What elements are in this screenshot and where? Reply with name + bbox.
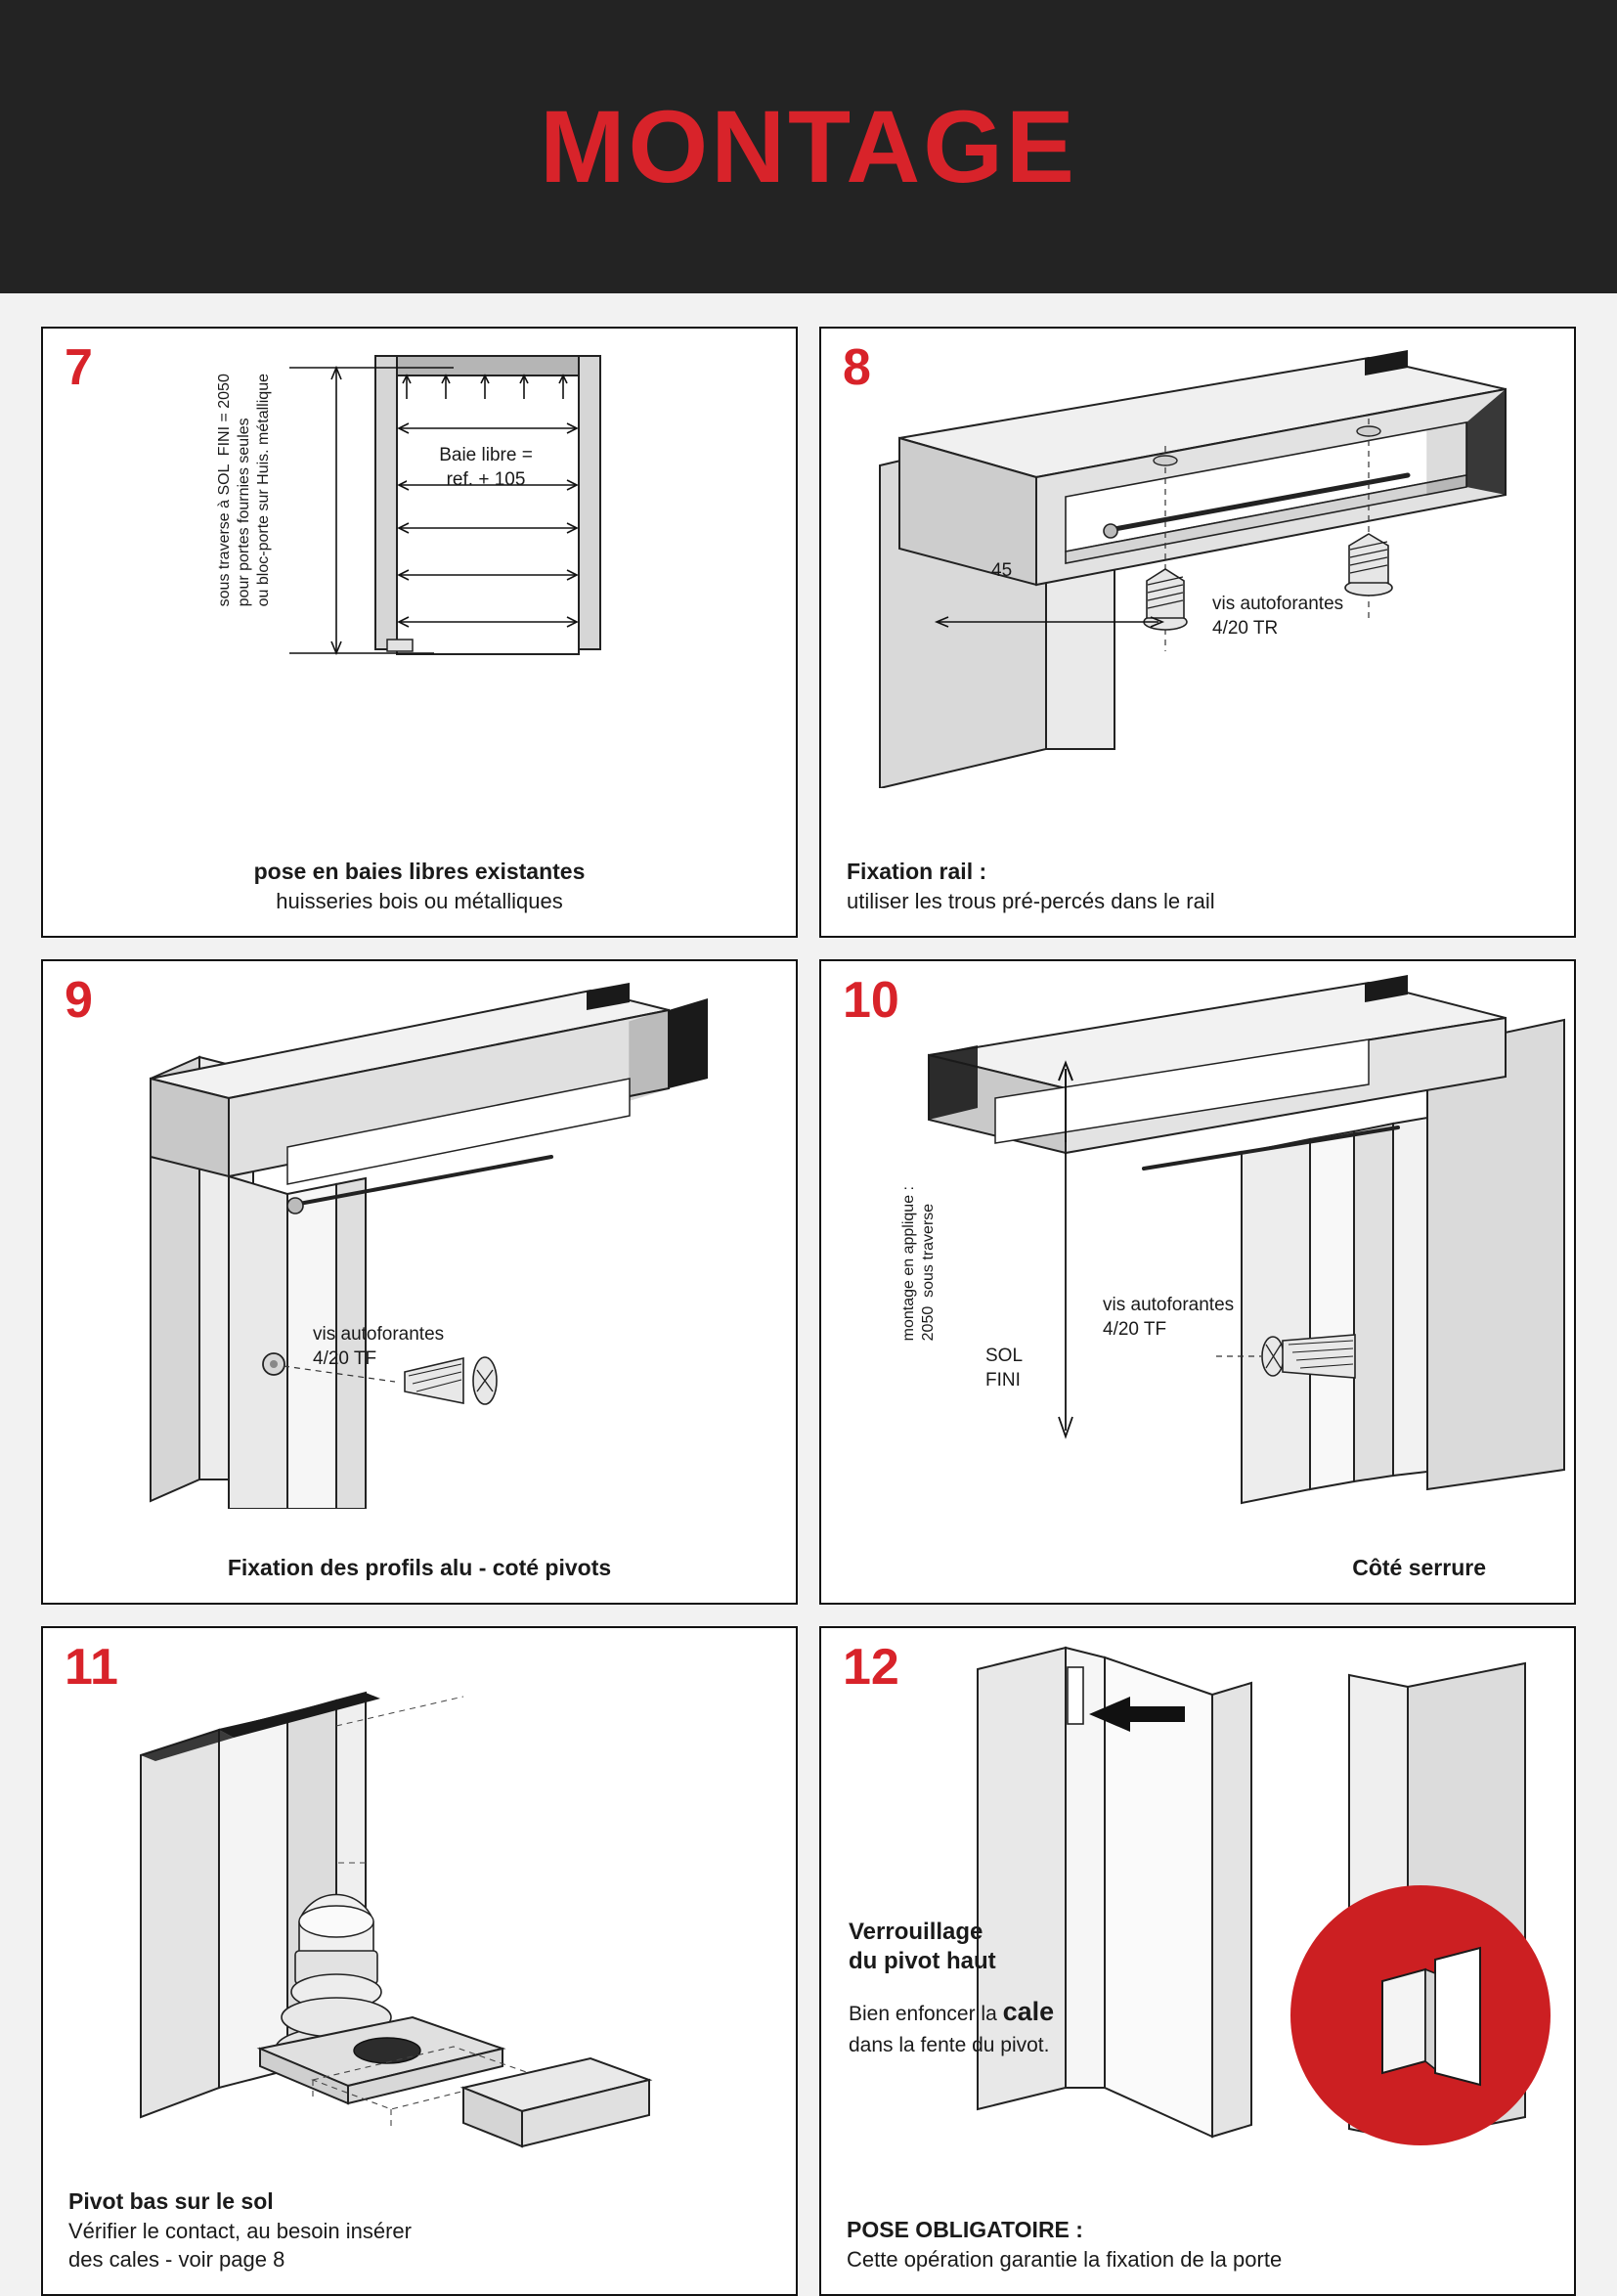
step-8-figure	[821, 329, 1574, 788]
step-number: 11	[65, 1639, 118, 1696]
step-number: 10	[843, 972, 899, 1029]
step-number: 9	[65, 972, 93, 1029]
step-panel-12	[819, 1626, 1576, 2296]
step-number: 12	[843, 1639, 899, 1696]
step-8-dimension-label: 45	[991, 560, 1013, 581]
step-12-lock-text: Verrouillage du pivot haut Bien enfoncer la cale dans la fente du pivot.	[849, 1919, 1055, 2056]
step-7-caption: pose en baies libres existantes huisseries bois ou métalliques	[253, 859, 586, 914]
page-title: MONTAGE	[540, 89, 1077, 204]
step-number: 8	[843, 339, 871, 396]
step-8-screw-label: vis autoforantes 4/20 TR	[1212, 594, 1344, 639]
step-9-figure	[43, 961, 796, 1509]
step-number: 7	[65, 339, 93, 396]
step-11-figure	[43, 1628, 796, 2176]
step-10-vertical-label: montage en applique : 2050 sous traverse	[900, 1186, 937, 1342]
steps-grid	[41, 327, 1576, 2296]
step-panel-10	[819, 959, 1576, 1605]
step-panel-9	[41, 959, 798, 1605]
step-7-figure	[43, 329, 796, 788]
step-panel-7	[41, 327, 798, 938]
step-11-caption: Pivot bas sur le sol Vérifier le contact, au besoin insérer des cales - voir page 8	[68, 2187, 412, 2273]
step-9-screw-label: vis autoforantes 4/20 TF	[313, 1324, 445, 1369]
step-panel-8	[819, 327, 1576, 938]
step-9-caption: Fixation des profils alu - coté pivots	[227, 1554, 612, 1580]
step-panel-11	[41, 1626, 798, 2296]
step-12-caption: POSE OBLIGATOIRE : Cette opération garantie la fixation de la porte	[847, 2217, 1283, 2273]
step-10-screw-label: vis autoforantes 4/20 TF	[1103, 1295, 1235, 1340]
step-8-caption: Fixation rail : utiliser les trous pré-percés dans le rail	[847, 859, 1215, 914]
step-7-baie-label: Baie libre = ref. + 105	[439, 445, 533, 490]
step-10-caption: Côté serrure	[1352, 1554, 1486, 1580]
step-7-vertical-label: sous traverse à SOL FINI = 2050 pour portes fournies seules ou bloc-porte sur Huis. métallique	[216, 374, 272, 607]
step-12-inset-circle	[1289, 1883, 1552, 2147]
step-10-sol-label: SOL FINI	[985, 1346, 1024, 1391]
page-header	[0, 0, 1617, 293]
